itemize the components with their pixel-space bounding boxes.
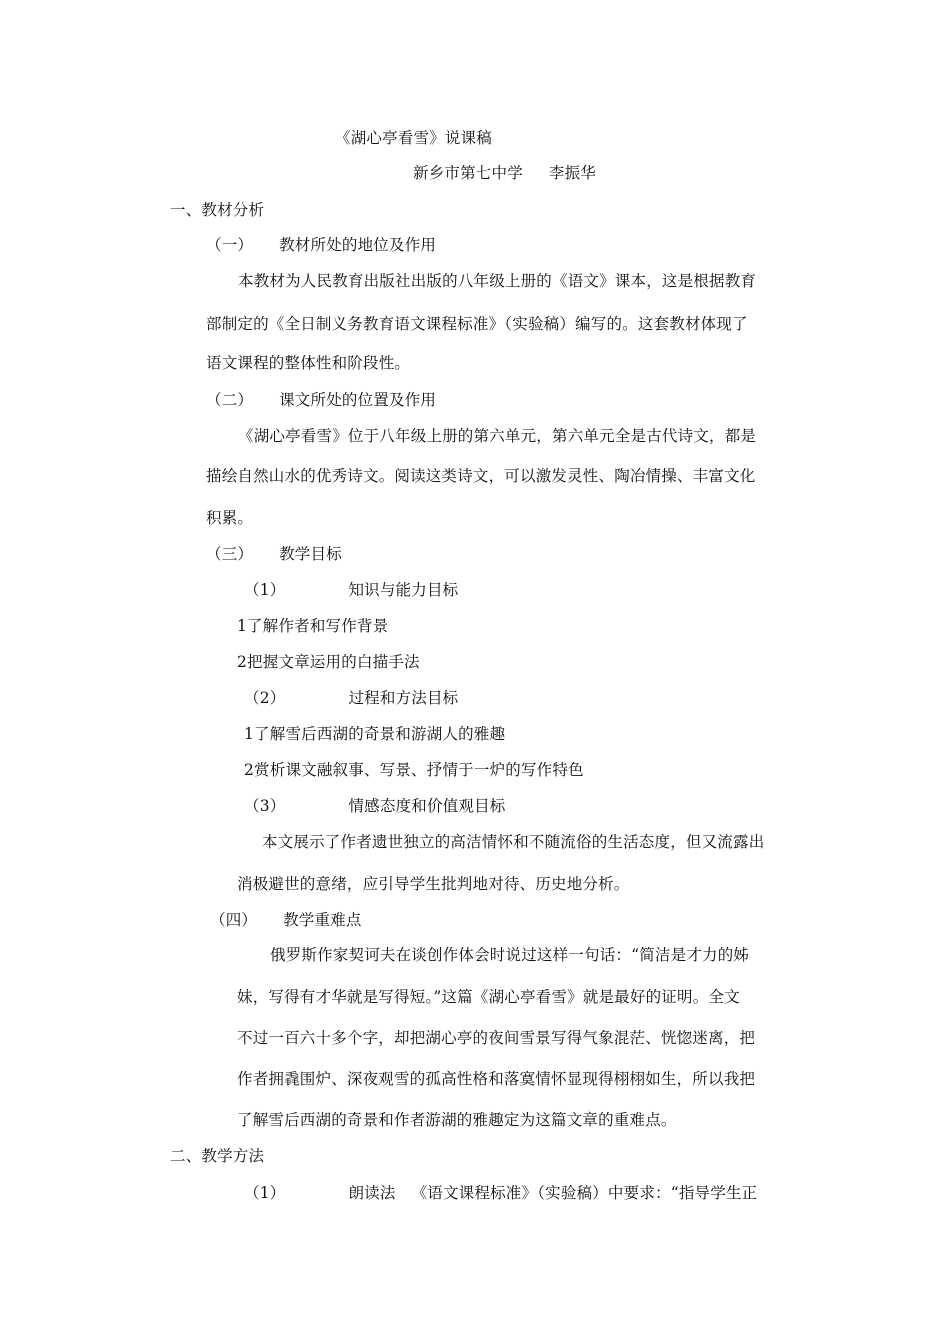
paragraph-line: 语文课程的整体性和阶段性。 bbox=[206, 354, 411, 372]
goal-2-marker: （2） bbox=[244, 689, 286, 707]
paragraph-line: 《湖心亭看雪》位于八年级上册的第六单元，第六单元全是古代诗文，都是 bbox=[238, 427, 757, 445]
subsection-3-marker: （三） bbox=[206, 545, 254, 563]
goal-1-title: 知识与能力目标 bbox=[348, 581, 459, 599]
goal-3-title: 情感态度和价值观目标 bbox=[348, 797, 506, 815]
method-1-title: 朗读法 bbox=[348, 1184, 396, 1202]
paragraph-line: 俄罗斯作家契诃夫在谈创作体会时说过这样一句话：“简洁是才力的姊 bbox=[270, 946, 750, 964]
school-name: 新乡市第七中学 bbox=[413, 164, 523, 182]
goal-1-heading bbox=[244, 580, 458, 600]
subsection-2-heading bbox=[206, 390, 436, 410]
goal-3-marker: （3） bbox=[244, 797, 286, 815]
goal-2-heading bbox=[244, 688, 458, 708]
subsection-4-title: 教学重难点 bbox=[283, 911, 362, 929]
subsection-2-title: 课文所处的位置及作用 bbox=[279, 391, 437, 409]
document-title: 《湖心亭看雪》说课稿 bbox=[335, 129, 493, 147]
author-name: 李振华 bbox=[548, 164, 597, 182]
goal-2-title: 过程和方法目标 bbox=[348, 689, 459, 707]
subsection-1-marker: （一） bbox=[206, 236, 254, 254]
subsection-3-heading bbox=[206, 544, 342, 564]
subsection-1-title: 教材所处的地位及作用 bbox=[279, 236, 437, 254]
subsection-1-heading bbox=[206, 235, 436, 255]
paragraph-line: 本文展示了作者遗世独立的高洁情怀和不随流俗的生活态度，但又流露出 bbox=[262, 833, 765, 851]
subsection-3-title: 教学目标 bbox=[279, 545, 342, 563]
paragraph-line: 部制定的《全日制义务教育语文课程标准》（实验稿）编写的。这套教材体现了 bbox=[206, 315, 748, 333]
method-1-text: 《语文课程标准》（实验稿）中要求：“指导学生正 bbox=[411, 1184, 758, 1202]
goal-item: 2把握文章运用的白描手法 bbox=[237, 653, 420, 671]
goal-1-marker: （1） bbox=[244, 581, 286, 599]
paragraph-line: 描绘自然山水的优秀诗文。阅读这类诗文，可以激发灵性、陶冶情操、丰富文化 bbox=[206, 467, 756, 485]
paragraph-line: 作者拥毳围炉、深夜观雪的孤高性格和落寞情怀显现得栩栩如生，所以我把 bbox=[237, 1070, 756, 1088]
goal-item: 1了解雪后西湖的奇景和游湖人的雅趣 bbox=[244, 725, 506, 743]
section-1-heading: 一、教材分析 bbox=[170, 201, 265, 219]
goal-item: 2赏析课文融叙事、写景、抒情于一炉的写作特色 bbox=[244, 761, 584, 779]
subsection-4-heading bbox=[210, 910, 362, 930]
goal-item: 1了解作者和写作背景 bbox=[237, 617, 389, 635]
paragraph-line: 不过一百六十多个字，却把湖心亭的夜间雪景写得气象混茫、恍惚迷离，把 bbox=[237, 1029, 756, 1047]
goal-3-heading bbox=[244, 796, 505, 816]
method-1-marker: （1） bbox=[244, 1184, 286, 1202]
paragraph-line: 积累。 bbox=[206, 509, 254, 527]
subsection-2-marker: （二） bbox=[206, 391, 254, 409]
section-2-heading: 二、教学方法 bbox=[170, 1147, 265, 1165]
paragraph-line: 本教材为人民教育出版社出版的八年级上册的《语文》课本，这是根据教育 bbox=[238, 272, 757, 290]
paragraph-line: 消极避世的意绪，应引导学生批判地对待、历史地分析。 bbox=[237, 875, 630, 893]
paragraph-line: 妹，写得有才华就是写得短。”这篇《湖心亭看雪》就是最好的证明。全文 bbox=[237, 988, 740, 1006]
paragraph-line: 了解雪后西湖的奇景和作者游湖的雅趣定为这篇文章的重难点。 bbox=[237, 1111, 677, 1129]
author-line bbox=[413, 163, 596, 183]
method-1-line bbox=[244, 1183, 757, 1203]
subsection-4-marker: （四） bbox=[210, 911, 258, 929]
